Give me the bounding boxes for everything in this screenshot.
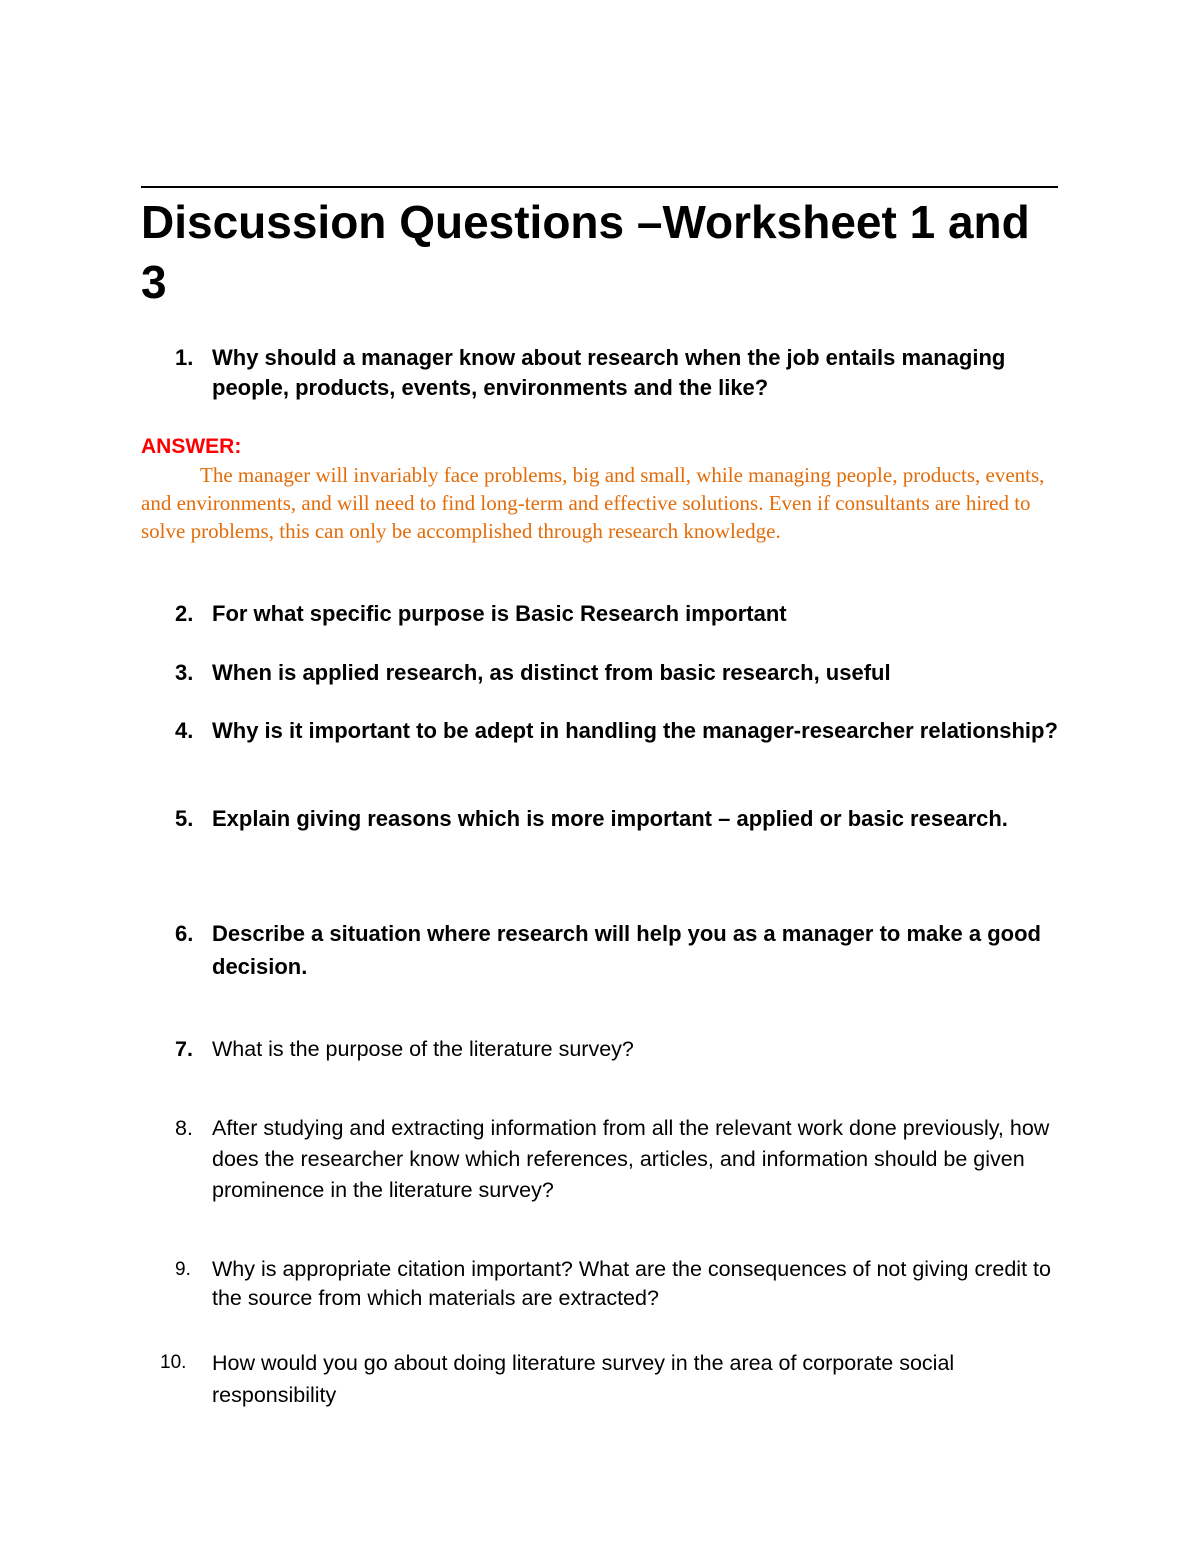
question-3 [141,658,1058,688]
question-text: Describe a situation where research will help you as a manager to make a good decision. [212,921,1041,979]
title-rule [141,186,1058,188]
question-2 [141,599,1058,629]
question-number: 7. [175,1037,193,1061]
question-number: 9. [175,1259,191,1280]
question-4 [141,716,1058,746]
question-text: For what specific purpose is Basic Research important [212,601,787,626]
question-number: 8. [175,1116,193,1140]
question-number: 6. [175,921,194,946]
question-number: 1. [175,345,194,370]
question-6 [141,917,1058,983]
question-5 [141,804,1058,834]
answer-text: The manager will invariably face problems, big and small, while managing people, products, events, and environments, and will need to find long-term and effective solutions. Even if consultants are hired to solve problems, this can only be accomplished through research knowledge. [141,463,1045,543]
page-title: Discussion Questions –Worksheet 1 and 3 [141,196,1030,308]
question-text: How would you go about doing literature survey in the area of corporate social responsibility [212,1351,955,1407]
question-text: After studying and extracting information from all the relevant work done previously, how does the researcher know which references, articles, and information should be given prominence in the literature survey? [212,1116,1050,1202]
question-text: When is applied research, as distinct from basic research, useful [212,660,891,685]
question-text: What is the purpose of the literature survey? [212,1037,634,1061]
question-number: 4. [175,718,194,743]
question-text: Why is appropriate citation important? What are the consequences of not giving credit to the source from which materials are extracted? [212,1257,1051,1310]
question-7 [141,1034,1058,1064]
question-number: 5. [175,806,194,831]
question-text: Explain giving reasons which is more important – applied or basic research. [212,806,1008,831]
question-number: 10. [160,1352,187,1373]
question-1 [141,343,1058,403]
question-number: 2. [175,601,194,626]
question-9 [141,1255,1058,1313]
question-text: Why should a manager know about research when the job entails managing people, products, events, environments and the like? [212,345,1006,400]
question-10 [141,1347,1058,1411]
answer-label: ANSWER: [141,435,242,458]
question-number: 3. [175,660,194,685]
question-8 [141,1113,1058,1206]
question-text: Why is it important to be adept in handling the manager-researcher relationship? [212,718,1058,743]
